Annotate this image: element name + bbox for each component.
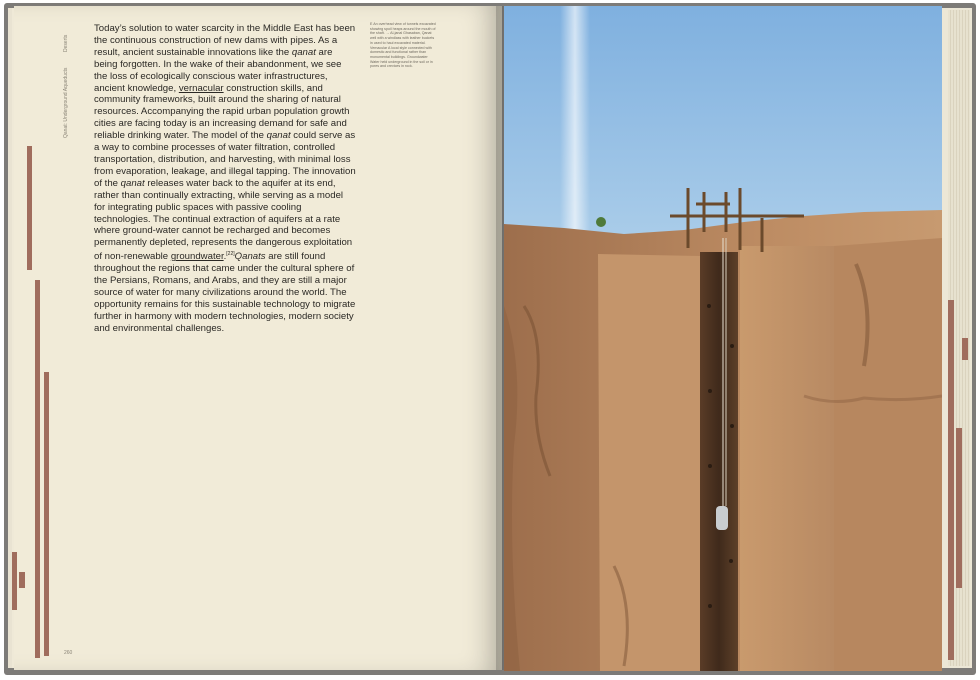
footnote-ref: [22]	[226, 251, 235, 258]
text-run: releases water back to the aquifer at its end, rather than continually extracting, while serving as a model for integrating public spaces with passive cooling technologies. The continual extraction of aquifers at a rate where ground-water cannot be recharged and becomes permanently depleted, represents the dangerous exploitation of non-renewable	[94, 177, 353, 263]
thumb-tab	[27, 146, 32, 270]
italic-term: Qanats	[234, 251, 266, 263]
text-run: construction skills, and community frameworks, built around the sharing of natural resources. Accompanying the rapid urban population growth cities are facing today is an increasing demand for safe and reliable drinking water. The model of the	[94, 82, 350, 142]
thumb-tab	[35, 280, 40, 658]
thumb-tab	[956, 428, 962, 588]
italic-term: qanat	[291, 46, 316, 58]
italic-term: qanat	[120, 177, 145, 189]
text-run: Today’s solution to water scarcity in the Middle East has been the continuous construction of new dams with pipes. As a result, ancient sustainable innovations like the	[94, 23, 356, 58]
text-run: are being forgotten. In the wake of their abandonment, we see the loss of ecologically conscious water infrastructures, ancient knowledge,	[94, 46, 342, 94]
italic-term: qanat	[266, 130, 291, 142]
running-head-title: Qanat: Underground Aqueducts	[63, 67, 69, 138]
left-page	[14, 6, 502, 670]
thumb-tab	[962, 338, 968, 360]
text-run: could serve as a way to combine processes of water filtration, controlled transportation, distribution, and harvesting, with minimal loss from evaporation, leakage, and illegal tapping. The innovation of the	[94, 130, 356, 189]
qanat-photo	[504, 6, 942, 671]
running-head-section: Deserts	[63, 34, 69, 52]
body-paragraph	[94, 23, 356, 335]
glossary-term: groundwater	[170, 251, 224, 263]
thumb-tab	[44, 372, 49, 656]
thumb-tab	[12, 552, 17, 610]
thumb-tab	[19, 572, 25, 588]
page-number: 260	[64, 650, 73, 656]
text-run: .	[223, 251, 227, 263]
thumb-tab	[948, 300, 954, 660]
figure-caption: E An overhead view of tunnels excavated showing spoil heaps around the mouth of the shaft. → Al-janal Ghasaban, Qanat well with a windlass with leather buckets in used to haul excavated material. Vernacular A local style connected with domestic and functional rather than monumental buildings. Groundwater Water held underground in the soil or in pores and crevices in rock.	[370, 22, 436, 69]
text-run: are still found throughout the regions that came under the cultural sphere of the Persians, Romans, and Arabs, and they are still a major source of water for many civilizations around the world. The opportunity remains for this sustainable technology to migrate further in harmony with modern technologies, modern society and environmental challenges.	[94, 251, 356, 334]
glossary-term: vernacular	[178, 82, 224, 94]
qanat-photo-illustration	[504, 6, 942, 671]
